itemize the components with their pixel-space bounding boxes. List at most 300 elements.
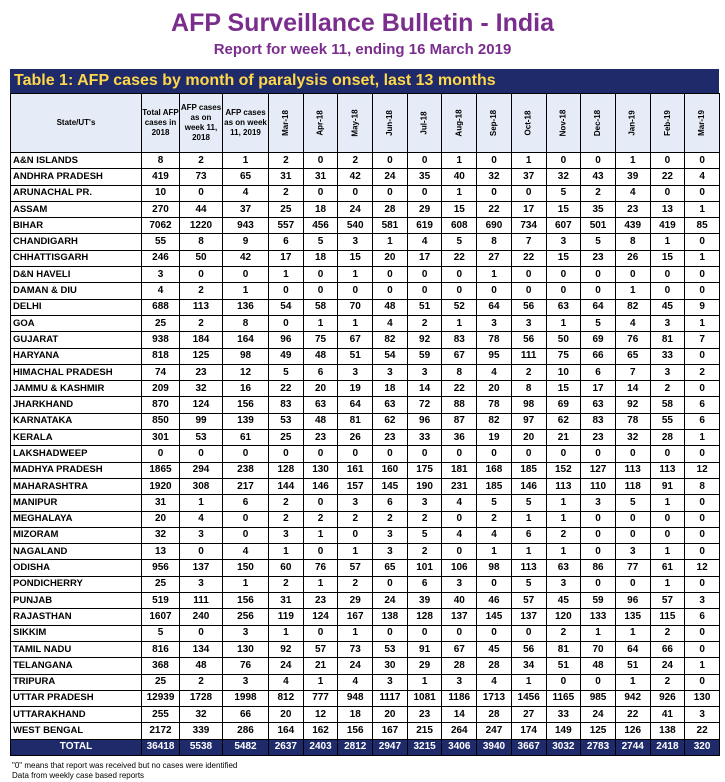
case-count-cell: 42 — [338, 169, 373, 185]
case-count-cell: 2 — [338, 576, 373, 592]
case-count-cell: 0 — [442, 511, 477, 527]
case-count-cell: 8 — [685, 478, 720, 494]
case-count-cell: 2172 — [142, 723, 180, 739]
table-row — [11, 332, 720, 348]
case-count-cell: 24 — [338, 658, 373, 674]
month-column-label: Mar-19 — [697, 110, 707, 136]
table-row — [11, 723, 720, 739]
case-count-cell: 15 — [546, 250, 581, 266]
month-column-label: Dec-18 — [593, 109, 603, 137]
case-count-cell: 61 — [223, 430, 269, 446]
case-count-cell: 185 — [477, 478, 512, 494]
case-count-cell: 113 — [546, 478, 581, 494]
case-count-cell: 2 — [407, 315, 442, 331]
case-count-cell: 28 — [477, 707, 512, 723]
case-count-cell: 64 — [581, 299, 616, 315]
case-count-cell: 23 — [180, 364, 223, 380]
case-count-cell: 46 — [477, 593, 512, 609]
case-count-cell: 60 — [269, 560, 304, 576]
case-count-cell: 160 — [373, 462, 408, 478]
case-count-cell: 956 — [142, 560, 180, 576]
case-count-cell: 5 — [442, 234, 477, 250]
case-count-cell: 96 — [269, 332, 304, 348]
case-count-cell: 0 — [685, 576, 720, 592]
case-count-cell: 35 — [581, 201, 616, 217]
state-name-cell: DAMAN & DIU — [11, 283, 142, 299]
case-count-cell: 0 — [685, 641, 720, 657]
case-count-cell: 137 — [442, 609, 477, 625]
state-name-cell: MAHARASHTRA — [11, 478, 142, 494]
case-count-cell: 48 — [303, 413, 338, 429]
case-count-cell: 53 — [373, 641, 408, 657]
case-count-cell: 92 — [615, 397, 650, 413]
case-count-cell: 22 — [685, 723, 720, 739]
case-count-cell: 0 — [442, 283, 477, 299]
case-count-cell: 25 — [269, 430, 304, 446]
case-count-cell: 15 — [546, 381, 581, 397]
case-count-cell: 4 — [615, 185, 650, 201]
case-count-cell: 146 — [511, 478, 546, 494]
case-count-cell: 45 — [650, 299, 685, 315]
case-count-cell: 33 — [546, 707, 581, 723]
case-count-cell: 96 — [407, 413, 442, 429]
case-count-cell: 126 — [615, 723, 650, 739]
case-count-cell: 0 — [407, 267, 442, 283]
case-count-cell: 16 — [223, 381, 269, 397]
case-count-cell: 8 — [511, 381, 546, 397]
case-count-cell: 0 — [373, 267, 408, 283]
case-count-cell: 185 — [511, 462, 546, 478]
case-count-cell: 28 — [650, 430, 685, 446]
case-count-cell: 777 — [303, 690, 338, 706]
case-count-cell: 4 — [338, 674, 373, 690]
case-count-cell: 23 — [373, 430, 408, 446]
case-count-cell: 24 — [373, 169, 408, 185]
state-name-cell: TRIPURA — [11, 674, 142, 690]
case-count-cell: 29 — [407, 658, 442, 674]
case-count-cell: 2 — [511, 364, 546, 380]
case-count-cell: 2 — [407, 511, 442, 527]
case-count-cell: 18 — [338, 707, 373, 723]
case-count-cell: 619 — [407, 218, 442, 234]
table-row — [11, 511, 720, 527]
case-count-cell: 175 — [407, 462, 442, 478]
case-count-cell: 0 — [650, 446, 685, 462]
month-column-header — [511, 94, 546, 153]
case-count-cell: 5 — [581, 315, 616, 331]
case-count-cell: 167 — [373, 723, 408, 739]
case-count-cell: 20 — [142, 511, 180, 527]
case-count-cell: 98 — [511, 397, 546, 413]
table-row — [11, 690, 720, 706]
case-count-cell: 118 — [615, 478, 650, 494]
case-count-cell: 1920 — [142, 478, 180, 494]
state-name-cell: MEGHALAYA — [11, 511, 142, 527]
case-count-cell: 31 — [142, 495, 180, 511]
case-count-cell: 24 — [269, 658, 304, 674]
bulletin-title: AFP Surveillance Bulletin - India — [171, 9, 554, 37]
case-count-cell: 127 — [581, 462, 616, 478]
month-column-label: May-18 — [350, 109, 360, 137]
case-count-cell: 0 — [180, 544, 223, 560]
case-count-cell: 130 — [685, 690, 720, 706]
case-count-cell: 63 — [546, 299, 581, 315]
case-count-cell: 231 — [442, 478, 477, 494]
total-count-cell: 320 — [685, 739, 720, 755]
table-row — [11, 495, 720, 511]
case-count-cell: 43 — [581, 169, 616, 185]
case-count-cell: 0 — [373, 185, 408, 201]
case-count-cell: 7 — [615, 364, 650, 380]
case-count-cell: 0 — [615, 576, 650, 592]
case-count-cell: 0 — [685, 185, 720, 201]
total-count-cell: 36418 — [142, 739, 180, 755]
case-count-cell: 15 — [546, 201, 581, 217]
case-count-cell: 286 — [223, 723, 269, 739]
case-count-cell: 1 — [615, 153, 650, 169]
total-count-cell: 3940 — [477, 739, 512, 755]
case-count-cell: 20 — [303, 381, 338, 397]
case-count-cell: 48 — [373, 299, 408, 315]
case-count-cell: 2 — [303, 511, 338, 527]
case-count-cell: 0 — [581, 153, 616, 169]
case-count-cell: 26 — [615, 250, 650, 266]
case-count-cell: 1 — [223, 153, 269, 169]
table-row — [11, 267, 720, 283]
state-name-cell: KARNATAKA — [11, 413, 142, 429]
case-count-cell: 138 — [373, 609, 408, 625]
case-count-cell: 6 — [407, 576, 442, 592]
case-count-cell: 150 — [223, 560, 269, 576]
state-name-cell: GUJARAT — [11, 332, 142, 348]
case-count-cell: 125 — [180, 348, 223, 364]
month-column-label: Oct-18 — [523, 110, 533, 136]
case-count-cell: 0 — [407, 446, 442, 462]
month-column-label: Jun-18 — [384, 110, 394, 136]
case-count-cell: 24 — [581, 707, 616, 723]
case-count-cell: 92 — [269, 641, 304, 657]
case-count-cell: 101 — [407, 560, 442, 576]
table-row — [11, 593, 720, 609]
summary-column-header: AFP cases as on week 11, 2018 — [180, 94, 223, 153]
case-count-cell: 70 — [338, 299, 373, 315]
case-count-cell: 162 — [303, 723, 338, 739]
case-count-cell: 1 — [685, 201, 720, 217]
case-count-cell: 34 — [511, 658, 546, 674]
case-count-cell: 0 — [650, 283, 685, 299]
case-count-cell: 1 — [650, 576, 685, 592]
case-count-cell: 21 — [303, 658, 338, 674]
case-count-cell: 51 — [546, 658, 581, 674]
case-count-cell: 0 — [511, 625, 546, 641]
case-count-cell: 0 — [338, 527, 373, 543]
state-name-cell: BIHAR — [11, 218, 142, 234]
case-count-cell: 156 — [223, 397, 269, 413]
case-count-cell: 2 — [338, 153, 373, 169]
case-count-cell: 40 — [442, 169, 477, 185]
case-count-cell: 39 — [615, 169, 650, 185]
total-count-cell: 3215 — [407, 739, 442, 755]
case-count-cell: 0 — [650, 511, 685, 527]
case-count-cell: 2 — [180, 315, 223, 331]
table-title: Table 1: AFP cases by month of paralysis onset, last 13 months — [10, 69, 719, 93]
case-count-cell: 3 — [546, 576, 581, 592]
case-count-cell: 1728 — [180, 690, 223, 706]
case-count-cell: 1 — [581, 625, 616, 641]
case-count-cell: 74 — [142, 364, 180, 380]
case-count-cell: 1 — [511, 544, 546, 560]
month-column-header — [546, 94, 581, 153]
case-count-cell: 75 — [546, 348, 581, 364]
case-count-cell: 0 — [581, 446, 616, 462]
case-count-cell: 4 — [269, 674, 304, 690]
case-count-cell: 4 — [442, 527, 477, 543]
case-count-cell: 0 — [685, 527, 720, 543]
case-count-cell: 0 — [685, 625, 720, 641]
case-count-cell: 0 — [373, 625, 408, 641]
month-column-label: Sep-18 — [488, 109, 498, 137]
case-count-cell: 0 — [269, 446, 304, 462]
case-count-cell: 145 — [373, 478, 408, 494]
case-count-cell: 3 — [373, 544, 408, 560]
state-name-cell: JHARKHAND — [11, 397, 142, 413]
case-count-cell: 2 — [269, 153, 304, 169]
month-column-header — [303, 94, 338, 153]
table-row — [11, 430, 720, 446]
case-count-cell: 209 — [142, 381, 180, 397]
case-count-cell: 3 — [373, 527, 408, 543]
case-count-cell: 27 — [477, 250, 512, 266]
case-count-cell: 83 — [581, 413, 616, 429]
case-count-cell: 67 — [442, 348, 477, 364]
case-count-cell: 0 — [303, 153, 338, 169]
case-count-cell: 45 — [477, 641, 512, 657]
case-count-cell: 17 — [407, 250, 442, 266]
case-count-cell: 0 — [180, 625, 223, 641]
total-count-cell: 3032 — [546, 739, 581, 755]
case-count-cell: 0 — [581, 511, 616, 527]
summary-column-header: Total AFP cases in 2018 — [142, 94, 180, 153]
total-count-cell: 5482 — [223, 739, 269, 755]
case-count-cell: 7 — [685, 332, 720, 348]
case-count-cell: 8 — [223, 315, 269, 331]
case-count-cell: 0 — [650, 527, 685, 543]
case-count-cell: 65 — [223, 169, 269, 185]
month-column-header — [581, 94, 616, 153]
case-count-cell: 85 — [685, 218, 720, 234]
case-count-cell: 18 — [303, 250, 338, 266]
case-count-cell: 0 — [373, 283, 408, 299]
case-count-cell: 0 — [303, 267, 338, 283]
case-count-cell: 14 — [407, 381, 442, 397]
case-count-cell: 23 — [581, 250, 616, 266]
case-count-cell: 23 — [615, 201, 650, 217]
case-count-cell: 54 — [373, 348, 408, 364]
case-count-cell: 0 — [373, 446, 408, 462]
state-name-cell: PONDICHERRY — [11, 576, 142, 592]
case-count-cell: 22 — [615, 707, 650, 723]
case-count-cell: 9 — [223, 234, 269, 250]
case-count-cell: 0 — [180, 446, 223, 462]
case-count-cell: 106 — [442, 560, 477, 576]
case-count-cell: 13 — [650, 201, 685, 217]
case-count-cell: 67 — [338, 332, 373, 348]
case-count-cell: 942 — [615, 690, 650, 706]
case-count-cell: 1 — [338, 544, 373, 560]
case-count-cell: 2 — [269, 576, 304, 592]
month-column-header — [442, 94, 477, 153]
table-row — [11, 576, 720, 592]
case-count-cell: 1 — [303, 315, 338, 331]
case-count-cell: 456 — [303, 218, 338, 234]
state-column-header: State/UT's — [11, 94, 142, 153]
case-count-cell: 28 — [477, 658, 512, 674]
case-count-cell: 8 — [180, 234, 223, 250]
case-count-cell: 113 — [615, 462, 650, 478]
month-column-header — [338, 94, 373, 153]
case-count-cell: 27 — [511, 707, 546, 723]
footnote-zero-meaning: "0" means that report was received but no cases were identified — [12, 761, 238, 770]
table-row — [11, 560, 720, 576]
case-count-cell: 812 — [269, 690, 304, 706]
case-count-cell: 0 — [477, 576, 512, 592]
case-count-cell: 134 — [180, 641, 223, 657]
case-count-cell: 65 — [615, 348, 650, 364]
case-count-cell: 110 — [581, 478, 616, 494]
case-count-cell: 0 — [223, 511, 269, 527]
month-column-label: Nov-18 — [558, 109, 568, 137]
case-count-cell: 17 — [511, 201, 546, 217]
case-count-cell: 2 — [581, 185, 616, 201]
case-count-cell: 4 — [477, 674, 512, 690]
case-count-cell: 120 — [546, 609, 581, 625]
case-count-cell: 33 — [407, 430, 442, 446]
case-count-cell: 1 — [546, 544, 581, 560]
table-row — [11, 397, 720, 413]
total-label-cell: TOTAL — [11, 739, 142, 755]
case-count-cell: 608 — [442, 218, 477, 234]
case-count-cell: 1 — [269, 544, 304, 560]
case-count-cell: 0 — [223, 527, 269, 543]
case-count-cell: 33 — [650, 348, 685, 364]
case-count-cell: 0 — [581, 283, 616, 299]
case-count-cell: 21 — [546, 430, 581, 446]
case-count-cell: 78 — [615, 413, 650, 429]
case-count-cell: 40 — [442, 593, 477, 609]
case-count-cell: 12 — [685, 462, 720, 478]
case-count-cell: 0 — [442, 446, 477, 462]
case-count-cell: 0 — [303, 185, 338, 201]
case-count-cell: 20 — [511, 430, 546, 446]
case-count-cell: 78 — [477, 332, 512, 348]
case-count-cell: 0 — [338, 185, 373, 201]
case-count-cell: 0 — [685, 446, 720, 462]
case-count-cell: 31 — [269, 593, 304, 609]
total-count-cell: 5538 — [180, 739, 223, 755]
case-count-cell: 1 — [477, 544, 512, 560]
state-name-cell: MANIPUR — [11, 495, 142, 511]
case-count-cell: 6 — [303, 364, 338, 380]
case-count-cell: 0 — [477, 625, 512, 641]
case-count-cell: 419 — [142, 169, 180, 185]
case-count-cell: 15 — [338, 250, 373, 266]
footnote-data-source: Data from weekly case based reports — [12, 771, 145, 780]
case-count-cell: 0 — [407, 283, 442, 299]
case-count-cell: 20 — [269, 707, 304, 723]
case-count-cell: 1865 — [142, 462, 180, 478]
case-count-cell: 0 — [546, 283, 581, 299]
case-count-cell: 6 — [373, 495, 408, 511]
case-count-cell: 12 — [223, 364, 269, 380]
case-count-cell: 1 — [685, 658, 720, 674]
case-count-cell: 76 — [303, 560, 338, 576]
case-count-cell: 22 — [269, 381, 304, 397]
case-count-cell: 25 — [142, 576, 180, 592]
case-count-cell: 3 — [223, 625, 269, 641]
state-name-cell: HARYANA — [11, 348, 142, 364]
case-count-cell: 1 — [546, 511, 581, 527]
case-count-cell: 12939 — [142, 690, 180, 706]
case-count-cell: 56 — [511, 332, 546, 348]
case-count-cell: 36 — [442, 430, 477, 446]
table-row — [11, 348, 720, 364]
case-count-cell: 23 — [303, 593, 338, 609]
case-count-cell: 30 — [373, 658, 408, 674]
case-count-cell: 28 — [373, 201, 408, 217]
case-count-cell: 557 — [269, 218, 304, 234]
case-count-cell: 13 — [142, 544, 180, 560]
total-count-cell: 3667 — [511, 739, 546, 755]
state-name-cell: UTTARAKHAND — [11, 707, 142, 723]
case-count-cell: 139 — [223, 413, 269, 429]
case-count-cell: 3 — [685, 707, 720, 723]
case-count-cell: 184 — [180, 332, 223, 348]
case-count-cell: 124 — [303, 609, 338, 625]
case-count-cell: 5 — [303, 234, 338, 250]
case-count-cell: 48 — [581, 658, 616, 674]
table-row — [11, 625, 720, 641]
case-count-cell: 58 — [303, 299, 338, 315]
case-count-cell: 0 — [223, 446, 269, 462]
case-count-cell: 128 — [269, 462, 304, 478]
table-row — [11, 478, 720, 494]
case-count-cell: 0 — [511, 446, 546, 462]
case-count-cell: 15 — [650, 250, 685, 266]
case-count-cell: 926 — [650, 690, 685, 706]
case-count-cell: 6 — [269, 234, 304, 250]
case-count-cell: 19 — [477, 430, 512, 446]
case-count-cell: 7062 — [142, 218, 180, 234]
case-count-cell: 0 — [477, 185, 512, 201]
case-count-cell: 130 — [223, 641, 269, 657]
case-count-cell: 51 — [615, 658, 650, 674]
case-count-cell: 2 — [546, 625, 581, 641]
table-row — [11, 299, 720, 315]
case-count-cell: 32 — [615, 430, 650, 446]
case-count-cell: 22 — [477, 201, 512, 217]
state-name-cell: ODISHA — [11, 560, 142, 576]
case-count-cell: 115 — [650, 609, 685, 625]
case-count-cell: 1 — [511, 153, 546, 169]
state-name-cell: A&N ISLANDS — [11, 153, 142, 169]
case-count-cell: 0 — [581, 527, 616, 543]
case-count-cell: 0 — [180, 267, 223, 283]
total-count-cell: 2637 — [269, 739, 304, 755]
case-count-cell: 26 — [338, 430, 373, 446]
state-name-cell: TELANGANA — [11, 658, 142, 674]
case-count-cell: 439 — [615, 218, 650, 234]
case-count-cell: 3 — [180, 576, 223, 592]
